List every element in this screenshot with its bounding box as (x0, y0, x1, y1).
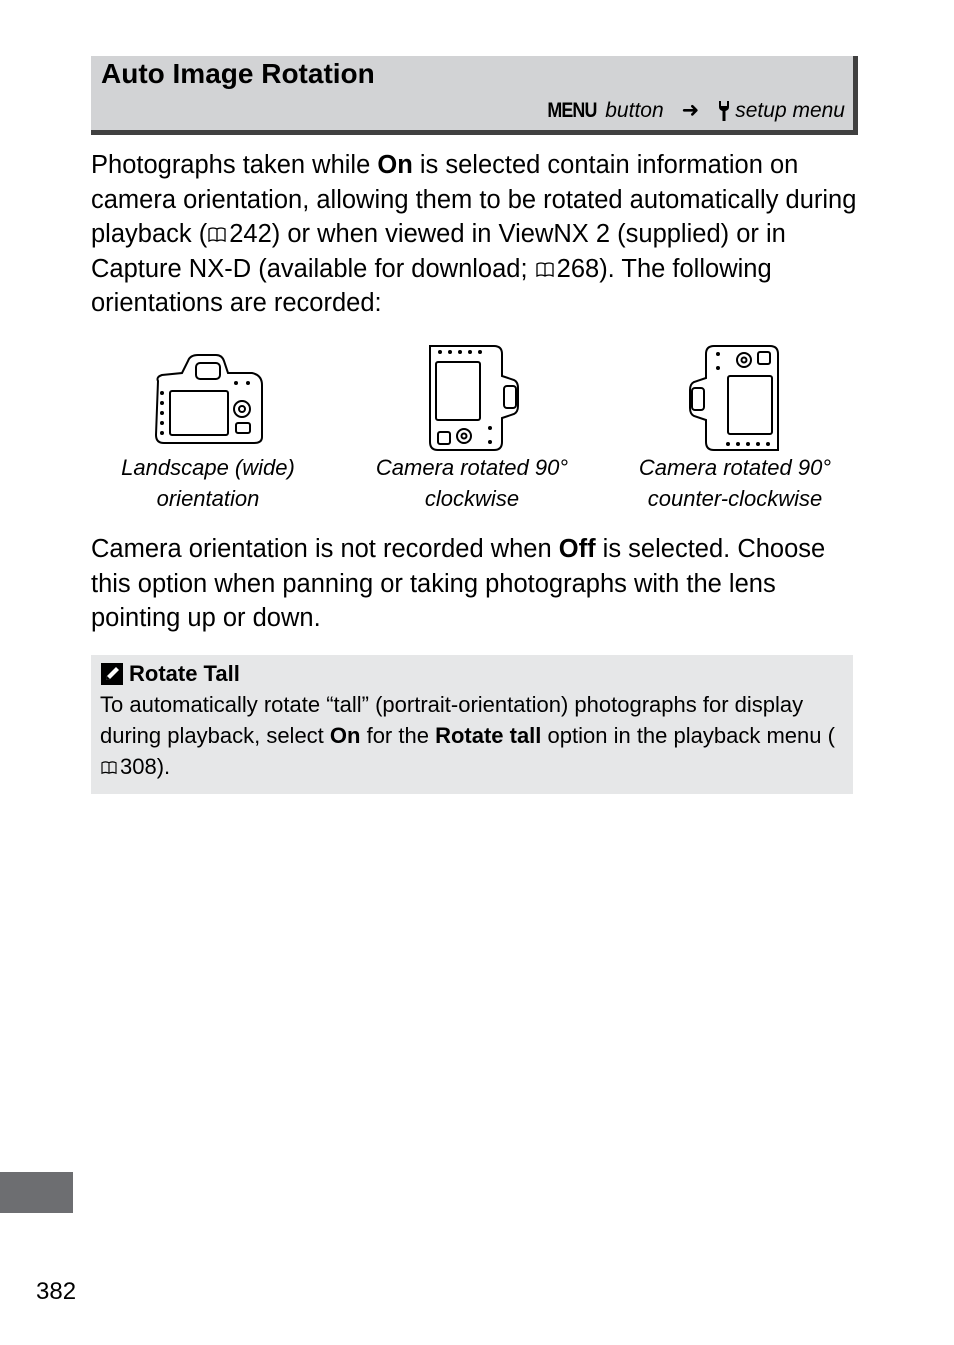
note-title: Rotate Tall (129, 661, 240, 686)
intro-text: Photographs taken while (91, 151, 378, 179)
figure-caption (605, 452, 865, 514)
caption-line: Camera rotated 90° (638, 455, 832, 480)
on-option: On (377, 151, 413, 179)
menu-path (543, 98, 845, 123)
menu-button-icon: MENU (547, 98, 597, 122)
note-text (100, 689, 845, 782)
book-icon (536, 262, 554, 278)
note-box (91, 655, 853, 794)
caption-line: counter-clockwise (647, 486, 823, 511)
intro-text: ). The following orientations are recorded: (91, 254, 772, 317)
caption-line: clockwise (424, 486, 520, 511)
caption-line: Landscape (wide) (121, 455, 295, 480)
page-ref[interactable]: 268 (556, 254, 600, 283)
note-body: ). (156, 754, 171, 779)
chapter-tab (0, 1172, 73, 1213)
setup-menu-label: setup menu (735, 98, 845, 122)
note-body: for the (360, 723, 436, 748)
camera-landscape-icon (152, 351, 266, 445)
intro-text: ) or when viewed in ViewNX 2 (supplied) or in Capture NX-D (available for download; (91, 220, 786, 283)
off-text: is selected. Choose this option when panning or taking photographs with the lens pointing up or down. (91, 535, 826, 632)
intro-text: is selected contain information on camera orientation, allowing them to be rotated automatically during playback ( (91, 151, 857, 248)
rotate-tall-option: Rotate tall (435, 723, 542, 748)
off-text: Camera orientation is not recorded when (91, 535, 559, 563)
off-option: Off (558, 535, 596, 563)
off-paragraph (91, 532, 861, 636)
caption-line: Camera rotated 90° (375, 455, 569, 480)
camera-rotated-counterclockwise-icon (688, 342, 784, 454)
caption-line: orientation (156, 486, 260, 511)
page-title: Auto Image Rotation (101, 58, 375, 89)
intro-paragraph (91, 148, 861, 321)
section-header (91, 56, 858, 135)
wrench-icon (717, 100, 731, 122)
figure-caption (78, 452, 338, 514)
book-icon (208, 227, 226, 243)
arrow-right-icon: ➜ (681, 99, 700, 122)
page-number: 382 (36, 1278, 77, 1305)
note-body: option in the playback menu ( (541, 723, 835, 748)
note-body: To automatically rotate “tall” (portrait-orientation) photographs for display during playback, select (100, 692, 804, 748)
menu-button-label: button (605, 98, 664, 122)
note-heading (101, 661, 240, 687)
page-ref[interactable]: 308 (120, 754, 157, 779)
on-option: On (329, 723, 361, 748)
page-ref[interactable]: 242 (229, 220, 272, 248)
camera-rotated-clockwise-icon (424, 342, 520, 454)
book-icon (101, 761, 117, 775)
figure-caption (342, 452, 602, 514)
pencil-icon (101, 663, 123, 685)
